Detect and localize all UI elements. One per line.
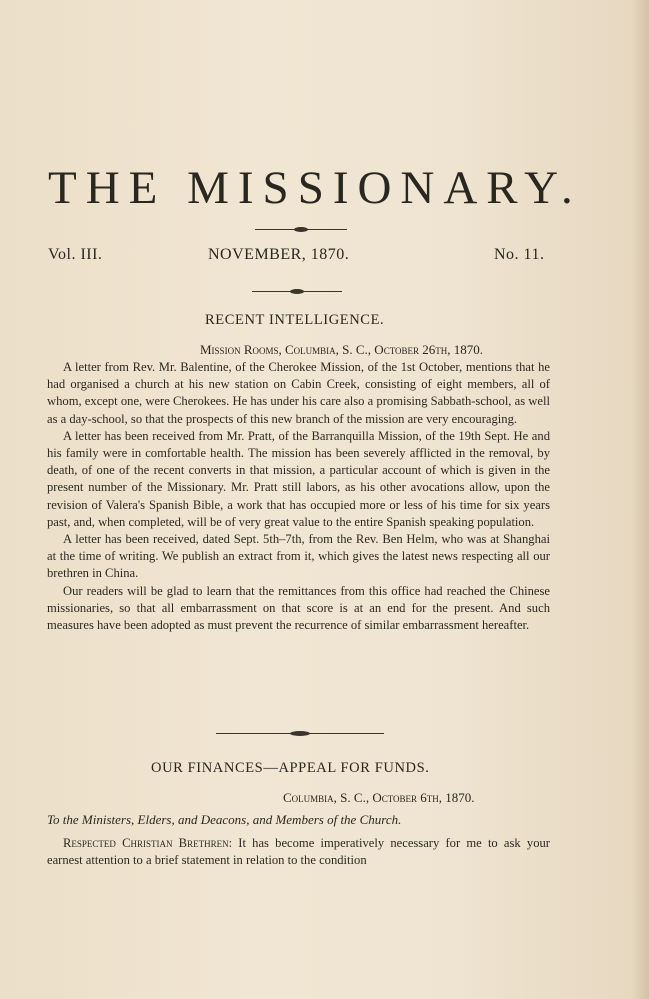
volume-label: Vol. III. xyxy=(48,246,103,263)
masthead-ornament xyxy=(294,227,308,232)
section-divider-ornament xyxy=(290,731,310,736)
paragraph: A letter has been received, dated Sept. 5th–7th, from the Rev. Ben Helm, who was at Shanghai at the time of writing. We publish an extract from it, which gives the latest news respecting all our brethren in China. xyxy=(47,532,550,581)
recent-intelligence-body xyxy=(47,359,550,634)
paragraph: Our readers will be glad to learn that the remittances from this office had reached the Chinese missionaries, so that all embarrassment on that score is at an end for the present. And such measures have been adopted as must prevent the recurrence of similar embarrassment hereafter. xyxy=(47,583,550,633)
church-address: To the Ministers, Elders, and Deacons, and Members of the Church. xyxy=(47,812,402,827)
page-edge-shadow xyxy=(631,0,649,999)
salutation: Respected Christian Brethren: xyxy=(63,836,233,850)
issue-ornament xyxy=(290,289,304,294)
finances-body xyxy=(47,835,550,869)
paragraph: A letter has been received from Mr. Pratt, of the Barranquilla Mission, of the 19th Sept. He and his family were in comfortable health. The mission has been severely afflicted in the removal, by death, of one of the recent converts in that mission, a particular account of which is given in the present number of the Missionary. Mr. Pratt still labors, as his other avocations allow, upon the revision of Valera's Spanish Bible, a work that has occupied more or less of his time for six years past, and, when completed, will be of very great value to the entire Spanish speaking population. xyxy=(47,428,550,529)
finances-opening-paragraph xyxy=(47,835,550,869)
finances-heading: OUR FINANCES—APPEAL FOR FUNDS. xyxy=(151,760,430,776)
columbia-dateline: Columbia, S. C., October 6th, 1870. xyxy=(283,790,475,805)
recent-intelligence-heading: RECENT INTELLIGENCE. xyxy=(205,312,385,328)
masthead-title: THE MISSIONARY. xyxy=(48,162,582,214)
paragraph: A letter from Rev. Mr. Balentine, of the Cherokee Mission, of the 1st October, mentions that he had organised a church at his new station on Cabin Creek, consisting of eight members, all of whom, except one, were Cherokees. He has under his care also a promising Sabbath-school, as well as a day-school, so that the prospects of this new branch of the mission are very encouraging. xyxy=(47,360,550,426)
issue-number: No. 11. xyxy=(494,246,545,263)
issue-date: NOVEMBER, 1870. xyxy=(208,246,350,263)
opening-text: It has become imperatively necessary for me to ask your earnest attention to a brief statement in relation to the condition xyxy=(47,836,550,868)
mission-rooms-dateline: Mission Rooms, Columbia, S. C., October 26th, 1870. xyxy=(200,342,484,357)
